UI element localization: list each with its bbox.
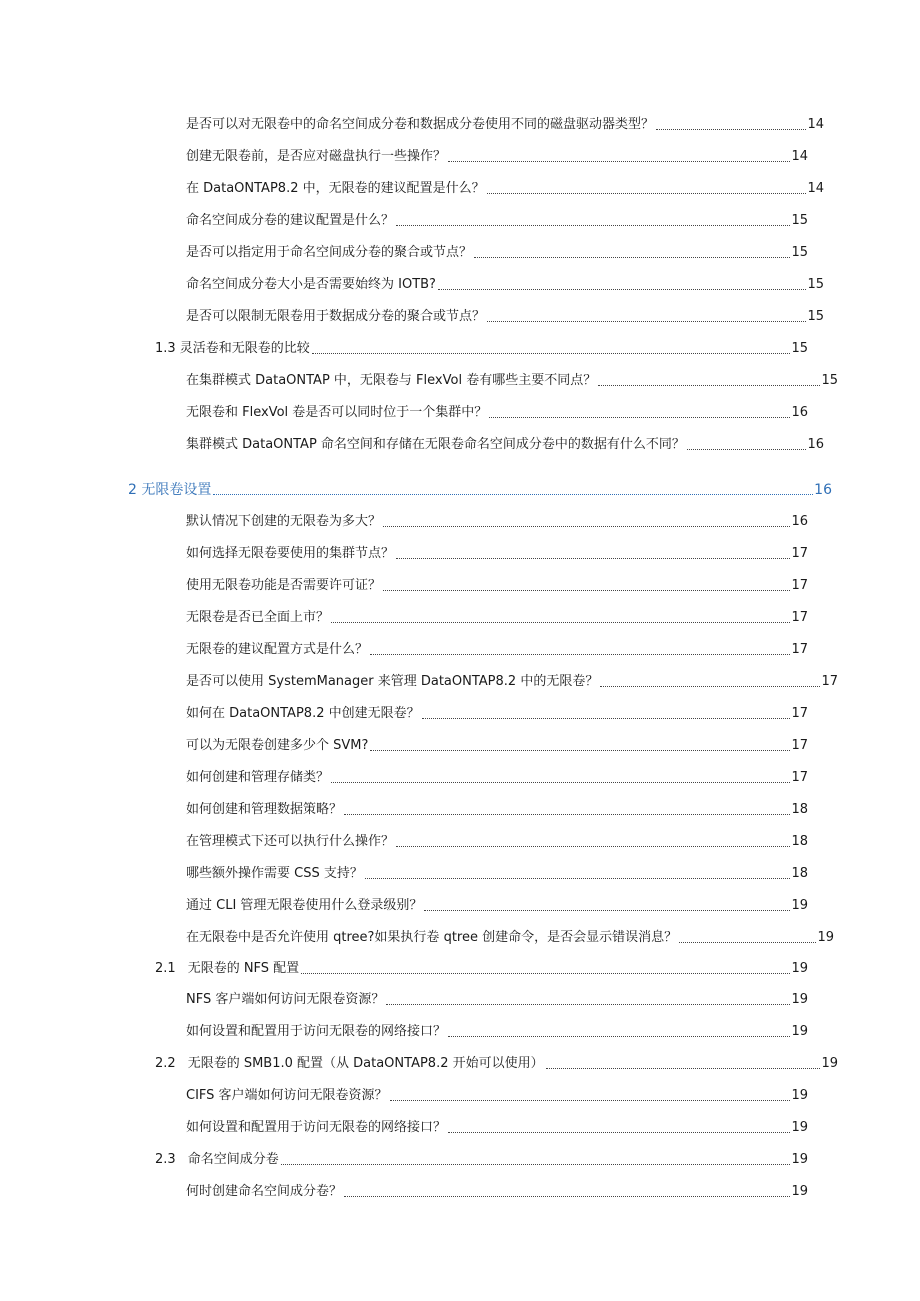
toc-entry[interactable] [186, 372, 838, 390]
toc-dot-leader [281, 1163, 791, 1165]
toc-entry-title: 何时创建命名空间成分卷？ [186, 1184, 343, 1199]
toc-entry[interactable] [186, 1183, 808, 1201]
toc-entry[interactable] [186, 769, 808, 787]
toc-entry[interactable] [186, 1087, 808, 1105]
toc-page-number: 17 [821, 674, 838, 689]
toc-dot-leader [396, 845, 790, 847]
toc-entry[interactable] [186, 308, 824, 326]
toc-entry-number: 2.3 [155, 1152, 176, 1167]
toc-entry[interactable] [186, 404, 808, 422]
toc-entry[interactable] [186, 212, 808, 230]
toc-page-number: 17 [791, 610, 808, 625]
toc-page-number: 17 [791, 642, 808, 657]
toc-entry-title: 是否可以对无限卷中的命名空间成分卷和数据成分卷使用不同的磁盘驱动器类型？ [186, 117, 655, 132]
toc-entry[interactable] [186, 513, 808, 531]
toc-dot-leader [396, 224, 790, 226]
toc-page-number: 19 [791, 1120, 808, 1135]
toc-entry-title: 在无限卷中是否允许使用 qtree?如果执行卷 qtree 创建命令，是否会显示错误消息？ [186, 930, 678, 945]
toc-dot-leader [365, 877, 791, 879]
toc-page-number: 15 [791, 245, 808, 260]
toc-page-number: 17 [791, 770, 808, 785]
toc-dot-leader [422, 717, 791, 719]
toc-entry[interactable] [186, 436, 824, 454]
toc-entry[interactable] [186, 609, 808, 627]
toc-entry[interactable] [186, 148, 808, 166]
toc-entry[interactable] [186, 865, 808, 883]
toc-dot-leader [370, 749, 790, 751]
toc-page-number: 19 [791, 1024, 808, 1039]
toc-section-entry[interactable] [155, 340, 808, 358]
toc-entry-title: 无限卷和 FlexVol 卷是否可以同时位于一个集群中？ [186, 405, 488, 420]
toc-dot-leader [489, 416, 790, 418]
toc-dot-leader [331, 781, 790, 783]
toc-dot-leader [386, 1003, 790, 1005]
toc-entry[interactable] [186, 737, 808, 755]
toc-dot-leader [438, 288, 806, 290]
toc-page-number: 18 [791, 802, 808, 817]
toc-entry-number: 2.1 [155, 961, 176, 976]
toc-entry-title: 无限卷的 NFS 配置 [187, 961, 300, 976]
toc-dot-leader [598, 384, 820, 386]
toc-dot-leader [448, 1035, 790, 1037]
toc-entry[interactable] [186, 1119, 808, 1137]
toc-page-number: 18 [791, 866, 808, 881]
toc-page-number: 16 [791, 405, 808, 420]
toc-section-entry[interactable] [155, 1055, 838, 1073]
toc-page-number: 17 [791, 738, 808, 753]
toc-entry-title: 如何设置和配置用于访问无限卷的网络接口？ [186, 1024, 447, 1039]
toc-page-number: 15 [807, 277, 824, 292]
toc-entry-title: 是否可以使用 SystemManager 来管理 DataONTAP8.2 中的无限卷？ [186, 674, 599, 689]
toc-page-number: 15 [821, 373, 838, 388]
toc-entry-title: 默认情况下创建的无限卷为多大？ [186, 514, 382, 529]
toc-entry-title: 在管理模式下还可以执行什么操作？ [186, 834, 395, 849]
toc-entry-title: 1.3 灵活卷和无限卷的比较 [155, 341, 310, 356]
toc-page-number: 16 [814, 482, 832, 498]
toc-dot-leader [390, 1099, 791, 1101]
toc-entry-title: 如何在 DataONTAP8.2 中创建无限卷？ [186, 706, 420, 721]
toc-entry[interactable] [186, 180, 824, 198]
toc-section-entry[interactable] [155, 1151, 808, 1169]
toc-entry-title: 是否可以限制无限卷用于数据成分卷的聚合或节点？ [186, 309, 486, 324]
toc-page-number: 17 [791, 578, 808, 593]
toc-entry-title: CIFS 客户端如何访问无限卷资源？ [186, 1088, 388, 1103]
toc-entry-title: NFS 客户端如何访问无限卷资源？ [186, 992, 385, 1007]
toc-page-number: 15 [791, 341, 808, 356]
toc-dot-leader [448, 1131, 790, 1133]
toc-dot-leader [344, 813, 790, 815]
toc-dot-leader [396, 557, 790, 559]
toc-page-number: 19 [791, 992, 808, 1007]
toc-entry[interactable] [186, 545, 808, 563]
toc-page-number: 17 [791, 706, 808, 721]
toc-dot-leader [679, 941, 816, 943]
toc-page-number: 19 [791, 1184, 808, 1199]
toc-entry[interactable] [186, 897, 808, 915]
toc-dot-leader [600, 685, 820, 687]
toc-entry-title: 是否可以指定用于命名空间成分卷的聚合或节点？ [186, 245, 473, 260]
toc-entry-title: 使用无限卷功能是否需要许可证？ [186, 578, 382, 593]
toc-entry-title: 命名空间成分卷 [187, 1152, 279, 1167]
toc-page-number: 19 [791, 961, 808, 976]
toc-entry-title: 2 无限卷设置 [128, 482, 212, 498]
toc-page-number: 14 [807, 117, 824, 132]
toc-dot-leader [383, 589, 790, 591]
toc-entry-title: 如何设置和配置用于访问无限卷的网络接口？ [186, 1120, 447, 1135]
toc-entry-title: 如何创建和管理存储类？ [186, 770, 330, 785]
toc-dot-leader [301, 972, 790, 974]
toc-chapter-entry[interactable] [128, 481, 832, 499]
toc-page-number: 19 [791, 1152, 808, 1167]
toc-page-number: 14 [807, 181, 824, 196]
toc-dot-leader [546, 1067, 821, 1069]
toc-entry[interactable] [186, 673, 838, 691]
toc-dot-leader [474, 256, 790, 258]
toc-entry-title: 集群模式 DataONTAP 命名空间和存储在无限卷命名空间成分卷中的数据有什么不同？ [186, 437, 685, 452]
toc-dot-leader [687, 448, 807, 450]
toc-entry-title: 如何创建和管理数据策略？ [186, 802, 343, 817]
toc-entry-title: 可以为无限卷创建多少个 SVM? [186, 738, 369, 753]
toc-entry[interactable] [186, 244, 808, 262]
toc-entry-title: 命名空间成分卷大小是否需要始终为 IOTB? [186, 277, 436, 292]
toc-dot-leader [424, 909, 790, 911]
toc-entry-title: 通过 CLI 管理无限卷使用什么登录级别？ [186, 898, 423, 913]
toc-section-entry[interactable] [155, 960, 808, 978]
toc-entry[interactable] [186, 833, 808, 851]
toc-entry[interactable] [186, 929, 834, 947]
toc-dot-leader [656, 128, 806, 130]
toc-page-number: 17 [791, 546, 808, 561]
toc-entry[interactable] [186, 276, 824, 294]
toc-dot-leader [370, 653, 790, 655]
toc-dot-leader [331, 621, 790, 623]
toc-entry[interactable] [186, 801, 808, 819]
toc-entry[interactable] [186, 1023, 808, 1041]
toc-dot-leader [383, 525, 790, 527]
toc-page-number: 19 [791, 1088, 808, 1103]
toc-dot-leader [344, 1195, 790, 1197]
toc-entry[interactable] [186, 641, 808, 659]
toc-entry[interactable] [186, 991, 808, 1009]
toc-entry-title: 在集群模式 DataONTAP 中，无限卷与 FlexVol 卷有哪些主要不同点？ [186, 373, 597, 388]
toc-entry-title: 创建无限卷前，是否应对磁盘执行一些操作？ [186, 149, 447, 164]
toc-entry-number: 2.2 [155, 1056, 176, 1071]
toc-entry-title: 在 DataONTAP8.2 中，无限卷的建议配置是什么？ [186, 181, 485, 196]
toc-entry[interactable] [186, 116, 824, 134]
toc-entry-title: 无限卷是否已全面上市？ [186, 610, 330, 625]
toc-dot-leader [448, 160, 790, 162]
toc-page-number: 19 [817, 930, 834, 945]
toc-page-number: 19 [821, 1056, 838, 1071]
toc-page-number: 14 [791, 149, 808, 164]
toc-entry[interactable] [186, 577, 808, 595]
toc-dot-leader [487, 192, 807, 194]
toc-entry-title: 无限卷的 SMB1.0 配置（从 DataONTAP8.2 开始可以使用） [187, 1056, 544, 1071]
toc-entry-title: 哪些额外操作需要 CSS 支持？ [186, 866, 363, 881]
toc-dot-leader [312, 352, 791, 354]
toc-entry-title: 如何选择无限卷要使用的集群节点？ [186, 546, 395, 561]
toc-dot-leader [213, 493, 813, 495]
toc-page-number: 15 [807, 309, 824, 324]
toc-page-number: 19 [791, 898, 808, 913]
toc-page-number: 18 [791, 834, 808, 849]
toc-entry[interactable] [186, 705, 808, 723]
toc-page-number: 16 [791, 514, 808, 529]
toc-page-number: 16 [807, 437, 824, 452]
toc-dot-leader [487, 320, 806, 322]
toc-entry-title: 命名空间成分卷的建议配置是什么？ [186, 213, 395, 228]
toc-page-number: 15 [791, 213, 808, 228]
toc-entry-title: 无限卷的建议配置方式是什么？ [186, 642, 369, 657]
